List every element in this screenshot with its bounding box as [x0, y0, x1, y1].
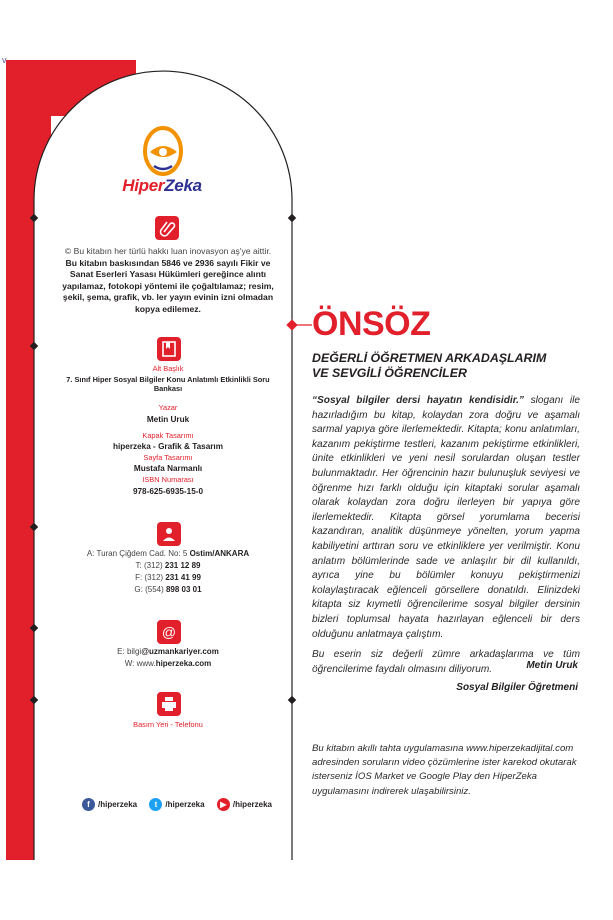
page-design-value: Mustafa Narmanlı: [133, 464, 203, 473]
subtitle-line-1: DEĞERLİ ÖĞRETMEN ARKADAŞLARIM: [312, 351, 547, 365]
facebook-link[interactable]: f /hiperzeka: [82, 798, 137, 811]
subtitle-line-2: VE SEVGİLİ ÖĞRENCİLER: [312, 366, 467, 380]
logo-text-hiper: Hiper: [122, 176, 165, 195]
preface-paragraph-1: “Sosyal bilgiler dersi hayatın kendisidir.” sloganı ile hazırladığım bu kitap, kolaydan zora doğru ve aşamalı sarmal yapıya göre ilerlemektedir. Kitapta; konu anlatımları, kazanım pekiştirme testleri, kazanım pekiştirme etkinlikleri, ünite etkinlikleri ve yeni nesil sorulardan oluşan testler bulunmaktadır. Her öğrencinin hazır bulunuşluk seviyesi ve öğrenme hızı farklı olduğu için kitaptaki sorular aşamalı olarak kolaydan zora doğru ilerleyen bir yapıya göre ilerlemektedir. Kitapta görsel yorumlama becerisi kazandıran, analitik düşünmeye yönelten, yorum yapma kabiliyetini arttıran soru ve etkinliklere yer verilmiştir. Konu anlatım bölümlerinde sade ve anlaşılır bir dil kullanıldı, ayrıca yine bu bölümler konuyu pekiştirmenizi kolaylaştıracak eğlenceli görsellere donatıldı. Elinizdeki kitapta siz kıymetli öğrencilerime sosyal bilgiler dersinin bizleri toplumsal hayata hazırlayan eğlenceli bir ders olduğunu anlatmaya çalıştım.: [312, 395, 580, 640]
print-place-label: Basım Yeri - Telefonu: [133, 720, 203, 729]
author-name: Metin Uruk: [526, 660, 578, 671]
page-title: ÖNSÖZ: [312, 305, 431, 343]
cover-design-label: Kapak Tasarımı: [142, 431, 194, 440]
article-subtitle: [312, 351, 546, 381]
fax-line: F: (312) 231 41 99: [135, 573, 201, 582]
youtube-link[interactable]: ▶ /hiperzeka: [217, 798, 272, 811]
location-icon: [157, 522, 181, 546]
address-block: [52, 549, 284, 594]
logo-text-zeka: Zeka: [164, 176, 202, 195]
isbn-value: 978-625-6935-15-0: [132, 487, 204, 496]
online-contact-block: [52, 647, 284, 668]
writer-value: Metin Uruk: [146, 415, 190, 424]
copyright-notice: [62, 246, 274, 315]
print-place: [52, 720, 284, 729]
website-line[interactable]: W: www.hiperzeka.com: [124, 659, 212, 668]
preface-paragraph-2: Bu eserin siz değerli zümre arkadaşlarıma ve tüm öğrencilerime faydalı olmasını diliyorum.: [312, 649, 580, 675]
slogan: “Sosyal bilgiler dersi hayatın kendisidir.”: [312, 395, 524, 406]
author-title: Sosyal Bilgiler Öğretmeni: [456, 682, 578, 693]
isbn-label: ISBN Numarası: [142, 475, 194, 484]
corner-mark: v: [2, 55, 7, 65]
email-line[interactable]: E: bilgi@uzmankariyer.com: [117, 647, 219, 656]
page-design-label: Sayfa Tasarımı: [143, 453, 193, 462]
writer-label: Yazar: [158, 403, 178, 412]
preface-body: [312, 394, 580, 677]
gsm-line: G: (554) 898 03 01: [134, 585, 202, 594]
cover-design-value: hiperzeka - Grafik & Tasarım: [113, 442, 223, 451]
credits-block: [52, 364, 284, 496]
book-icon: [157, 337, 181, 361]
facebook-icon: f: [82, 798, 95, 811]
copyright-line1: © Bu kitabın her türlü hakkı luan inovasyon aş'ye aittir.: [64, 246, 272, 256]
address-line: A: Turan Çiğdem Cad. No: 5 Ostim/ANKARA: [86, 549, 250, 558]
twitter-icon: t: [149, 798, 162, 811]
app-note: Bu kitabın akıllı tahta uygulamasına www.hiperzekadijital.com adresinden soruların video çözümlerine ister karekod okutarak isterseniz İOS Market ve Google Play den HiperZeka uygulamasını indirerek ulaşabilirsiniz.: [312, 743, 577, 797]
youtube-icon: ▶: [217, 798, 230, 811]
at-sign-icon: @: [157, 620, 181, 644]
brand-logo-text: [92, 176, 232, 196]
alt-title-label: Alt Başlık: [152, 364, 184, 373]
egg-logo-icon: [140, 124, 186, 176]
twitter-link[interactable]: t /hiperzeka: [149, 798, 204, 811]
attachment-icon: [155, 216, 179, 240]
phone-line: T: (312) 231 12 89: [135, 561, 201, 570]
social-links: [82, 798, 272, 811]
alt-title-value: 7. Sınıf Hiper Sosyal Bilgiler Konu Anlatımlı Etkinlikli Soru Bankası: [66, 375, 270, 393]
copyright-line2: Bu kitabın baskısından 5846 ve 2936 sayılı Fikir ve Sanat Eserleri Yasası Hükümleri gereğince alıntı yapılamaz, fotokopi yöntemi ile çoğaltılamaz; resim, şekil, şema, grafik, vb. ler yayın evinin izni olmadan kopya edilemez.: [62, 257, 274, 314]
printer-icon: [157, 692, 181, 716]
